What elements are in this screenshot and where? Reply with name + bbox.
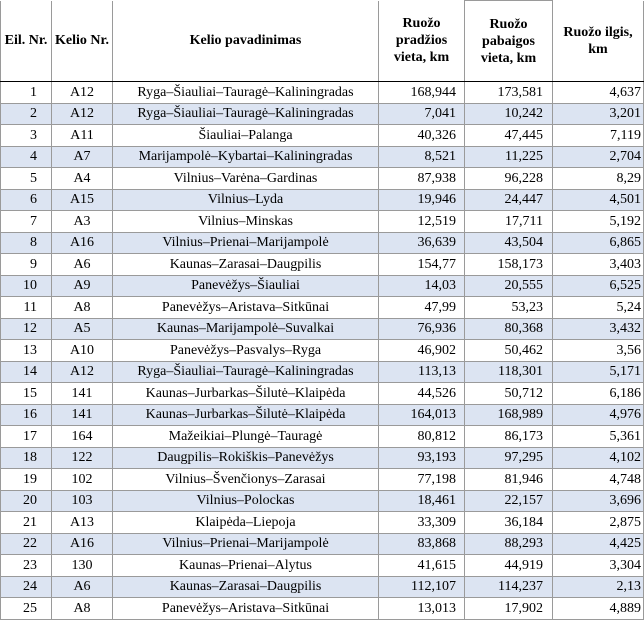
- cell-kelio-nr: A5: [52, 318, 113, 340]
- table-row: [1, 254, 644, 276]
- cell-nr: 16: [1, 404, 52, 426]
- table-row: [1, 576, 644, 598]
- cell-kelio-nr: 122: [52, 447, 113, 469]
- cell-kelio-nr: A4: [52, 168, 113, 190]
- cell-start-km: 47,99: [379, 297, 465, 319]
- cell-start-km: 19,946: [379, 189, 465, 211]
- cell-start-km: 7,041: [379, 103, 465, 125]
- cell-start-km: 12,519: [379, 211, 465, 233]
- table-row: [1, 533, 644, 555]
- table-row: [1, 82, 644, 104]
- table-row: [1, 297, 644, 319]
- cell-start-km: 13,013: [379, 598, 465, 620]
- header-kelio-nr: Kelio Nr.: [52, 1, 113, 82]
- cell-kelio-nr: A12: [52, 82, 113, 104]
- table-row: [1, 103, 644, 125]
- cell-kelio-pavadinimas: Klaipėda–Liepoja: [113, 512, 379, 534]
- table-row: [1, 361, 644, 383]
- cell-end-km: 114,237: [465, 576, 553, 598]
- cell-kelio-nr: A3: [52, 211, 113, 233]
- cell-length-km: 4,748: [553, 469, 644, 491]
- table-row: [1, 125, 644, 147]
- table-row: [1, 512, 644, 534]
- cell-end-km: 80,368: [465, 318, 553, 340]
- cell-end-km: 86,173: [465, 426, 553, 448]
- cell-start-km: 18,461: [379, 490, 465, 512]
- cell-nr: 11: [1, 297, 52, 319]
- cell-nr: 3: [1, 125, 52, 147]
- cell-kelio-nr: A9: [52, 275, 113, 297]
- cell-kelio-pavadinimas: Panevėžys–Aristava–Sitkūnai: [113, 598, 379, 620]
- cell-end-km: 20,555: [465, 275, 553, 297]
- cell-start-km: 41,615: [379, 555, 465, 577]
- cell-kelio-nr: A11: [52, 125, 113, 147]
- cell-nr: 8: [1, 232, 52, 254]
- cell-length-km: 3,403: [553, 254, 644, 276]
- cell-length-km: 3,56: [553, 340, 644, 362]
- cell-kelio-pavadinimas: Panevėžys–Šiauliai: [113, 275, 379, 297]
- cell-kelio-pavadinimas: Kaunas–Marijampolė–Suvalkai: [113, 318, 379, 340]
- table-row: [1, 211, 644, 233]
- cell-start-km: 154,77: [379, 254, 465, 276]
- cell-end-km: 168,989: [465, 404, 553, 426]
- cell-end-km: 118,301: [465, 361, 553, 383]
- cell-length-km: 5,171: [553, 361, 644, 383]
- cell-length-km: 2,875: [553, 512, 644, 534]
- header-end-km: Ruožo pabaigos vieta, km: [465, 1, 553, 82]
- cell-kelio-nr: A6: [52, 576, 113, 598]
- cell-length-km: 7,119: [553, 125, 644, 147]
- cell-nr: 20: [1, 490, 52, 512]
- cell-kelio-pavadinimas: Vilnius–Polockas: [113, 490, 379, 512]
- cell-length-km: 8,29: [553, 168, 644, 190]
- cell-length-km: 6,525: [553, 275, 644, 297]
- cell-kelio-pavadinimas: Daugpilis–Rokiškis–Panevėžys: [113, 447, 379, 469]
- cell-kelio-pavadinimas: Vilnius–Prienai–Marijampolė: [113, 533, 379, 555]
- cell-nr: 24: [1, 576, 52, 598]
- cell-end-km: 88,293: [465, 533, 553, 555]
- cell-end-km: 53,23: [465, 297, 553, 319]
- cell-kelio-nr: A8: [52, 297, 113, 319]
- cell-length-km: 5,24: [553, 297, 644, 319]
- cell-end-km: 43,504: [465, 232, 553, 254]
- header-nr: Eil. Nr.: [1, 1, 52, 82]
- cell-end-km: 17,711: [465, 211, 553, 233]
- cell-kelio-nr: 102: [52, 469, 113, 491]
- cell-nr: 19: [1, 469, 52, 491]
- cell-kelio-pavadinimas: Mažeikiai–Plungė–Tauragė: [113, 426, 379, 448]
- cell-kelio-nr: A7: [52, 146, 113, 168]
- cell-length-km: 2,13: [553, 576, 644, 598]
- cell-length-km: 6,865: [553, 232, 644, 254]
- table-row: [1, 555, 644, 577]
- cell-kelio-nr: A16: [52, 533, 113, 555]
- cell-nr: 21: [1, 512, 52, 534]
- cell-length-km: 5,192: [553, 211, 644, 233]
- cell-kelio-pavadinimas: Marijampolė–Kybartai–Kaliningradas: [113, 146, 379, 168]
- cell-nr: 23: [1, 555, 52, 577]
- cell-kelio-pavadinimas: Šiauliai–Palanga: [113, 125, 379, 147]
- cell-start-km: 8,521: [379, 146, 465, 168]
- cell-kelio-pavadinimas: Ryga–Šiauliai–Tauragė–Kaliningradas: [113, 82, 379, 104]
- cell-end-km: 158,173: [465, 254, 553, 276]
- cell-start-km: 33,309: [379, 512, 465, 534]
- cell-nr: 10: [1, 275, 52, 297]
- cell-kelio-pavadinimas: Kaunas–Prienai–Alytus: [113, 555, 379, 577]
- cell-nr: 12: [1, 318, 52, 340]
- cell-end-km: 24,447: [465, 189, 553, 211]
- cell-nr: 2: [1, 103, 52, 125]
- cell-length-km: 6,186: [553, 383, 644, 405]
- cell-kelio-pavadinimas: Vilnius–Varėna–Gardinas: [113, 168, 379, 190]
- table-row: [1, 598, 644, 620]
- cell-end-km: 17,902: [465, 598, 553, 620]
- cell-start-km: 44,526: [379, 383, 465, 405]
- cell-kelio-nr: A10: [52, 340, 113, 362]
- cell-start-km: 40,326: [379, 125, 465, 147]
- table-row: [1, 383, 644, 405]
- cell-start-km: 112,107: [379, 576, 465, 598]
- cell-nr: 7: [1, 211, 52, 233]
- cell-kelio-nr: A8: [52, 598, 113, 620]
- cell-length-km: 2,704: [553, 146, 644, 168]
- cell-start-km: 76,936: [379, 318, 465, 340]
- cell-length-km: 3,304: [553, 555, 644, 577]
- table-row: [1, 469, 644, 491]
- cell-kelio-nr: A15: [52, 189, 113, 211]
- cell-end-km: 173,581: [465, 82, 553, 104]
- cell-end-km: 36,184: [465, 512, 553, 534]
- table-row: [1, 146, 644, 168]
- table-row: [1, 447, 644, 469]
- cell-end-km: 97,295: [465, 447, 553, 469]
- header-row: [1, 1, 644, 82]
- cell-length-km: 3,696: [553, 490, 644, 512]
- cell-nr: 13: [1, 340, 52, 362]
- cell-length-km: 4,889: [553, 598, 644, 620]
- table-row: [1, 404, 644, 426]
- cell-kelio-nr: A13: [52, 512, 113, 534]
- cell-end-km: 22,157: [465, 490, 553, 512]
- table-row: [1, 232, 644, 254]
- cell-nr: 9: [1, 254, 52, 276]
- cell-end-km: 96,228: [465, 168, 553, 190]
- header-kelio-pavadinimas: Kelio pavadinimas: [113, 1, 379, 82]
- cell-start-km: 93,193: [379, 447, 465, 469]
- table-row: [1, 340, 644, 362]
- cell-nr: 17: [1, 426, 52, 448]
- table-row: [1, 168, 644, 190]
- cell-kelio-pavadinimas: Vilnius–Prienai–Marijampolė: [113, 232, 379, 254]
- cell-end-km: 10,242: [465, 103, 553, 125]
- cell-nr: 5: [1, 168, 52, 190]
- cell-kelio-nr: A12: [52, 361, 113, 383]
- cell-kelio-pavadinimas: Vilnius–Švenčionys–Zarasai: [113, 469, 379, 491]
- cell-kelio-nr: A6: [52, 254, 113, 276]
- cell-start-km: 164,013: [379, 404, 465, 426]
- cell-length-km: 4,976: [553, 404, 644, 426]
- cell-end-km: 50,712: [465, 383, 553, 405]
- cell-length-km: 5,361: [553, 426, 644, 448]
- cell-kelio-nr: 141: [52, 383, 113, 405]
- cell-nr: 25: [1, 598, 52, 620]
- cell-kelio-nr: A16: [52, 232, 113, 254]
- header-start-km: Ruožo pradžios vieta, km: [379, 1, 465, 82]
- cell-kelio-nr: 141: [52, 404, 113, 426]
- table-row: [1, 490, 644, 512]
- cell-kelio-nr: 130: [52, 555, 113, 577]
- header-length-km: Ruožo ilgis, km: [553, 1, 644, 82]
- cell-start-km: 46,902: [379, 340, 465, 362]
- cell-length-km: 3,201: [553, 103, 644, 125]
- cell-nr: 6: [1, 189, 52, 211]
- cell-kelio-pavadinimas: Panevėžys–Pasvalys–Ryga: [113, 340, 379, 362]
- cell-kelio-nr: 103: [52, 490, 113, 512]
- cell-length-km: 4,501: [553, 189, 644, 211]
- cell-nr: 22: [1, 533, 52, 555]
- table-row: [1, 275, 644, 297]
- cell-kelio-pavadinimas: Kaunas–Zarasai–Daugpilis: [113, 576, 379, 598]
- cell-kelio-pavadinimas: Kaunas–Jurbarkas–Šilutė–Klaipėda: [113, 404, 379, 426]
- cell-end-km: 81,946: [465, 469, 553, 491]
- cell-start-km: 14,03: [379, 275, 465, 297]
- cell-end-km: 11,225: [465, 146, 553, 168]
- cell-nr: 18: [1, 447, 52, 469]
- cell-start-km: 113,13: [379, 361, 465, 383]
- cell-nr: 14: [1, 361, 52, 383]
- cell-kelio-pavadinimas: Panevėžys–Aristava–Sitkūnai: [113, 297, 379, 319]
- cell-length-km: 3,432: [553, 318, 644, 340]
- cell-length-km: 4,425: [553, 533, 644, 555]
- cell-kelio-pavadinimas: Kaunas–Jurbarkas–Šilutė–Klaipėda: [113, 383, 379, 405]
- cell-nr: 4: [1, 146, 52, 168]
- cell-start-km: 87,938: [379, 168, 465, 190]
- table-row: [1, 318, 644, 340]
- cell-kelio-nr: 164: [52, 426, 113, 448]
- cell-kelio-pavadinimas: Kaunas–Zarasai–Daugpilis: [113, 254, 379, 276]
- table-row: [1, 426, 644, 448]
- cell-kelio-pavadinimas: Ryga–Šiauliai–Tauragė–Kaliningradas: [113, 103, 379, 125]
- cell-end-km: 50,462: [465, 340, 553, 362]
- cell-kelio-pavadinimas: Vilnius–Minskas: [113, 211, 379, 233]
- cell-end-km: 47,445: [465, 125, 553, 147]
- cell-kelio-pavadinimas: Vilnius–Lyda: [113, 189, 379, 211]
- table-row: [1, 189, 644, 211]
- cell-start-km: 83,868: [379, 533, 465, 555]
- cell-length-km: 4,637: [553, 82, 644, 104]
- cell-start-km: 80,812: [379, 426, 465, 448]
- cell-kelio-nr: A12: [52, 103, 113, 125]
- cell-length-km: 4,102: [553, 447, 644, 469]
- cell-start-km: 77,198: [379, 469, 465, 491]
- cell-kelio-pavadinimas: Ryga–Šiauliai–Tauragė–Kaliningradas: [113, 361, 379, 383]
- cell-nr: 15: [1, 383, 52, 405]
- cell-end-km: 44,919: [465, 555, 553, 577]
- cell-nr: 1: [1, 82, 52, 104]
- cell-start-km: 168,944: [379, 82, 465, 104]
- cell-start-km: 36,639: [379, 232, 465, 254]
